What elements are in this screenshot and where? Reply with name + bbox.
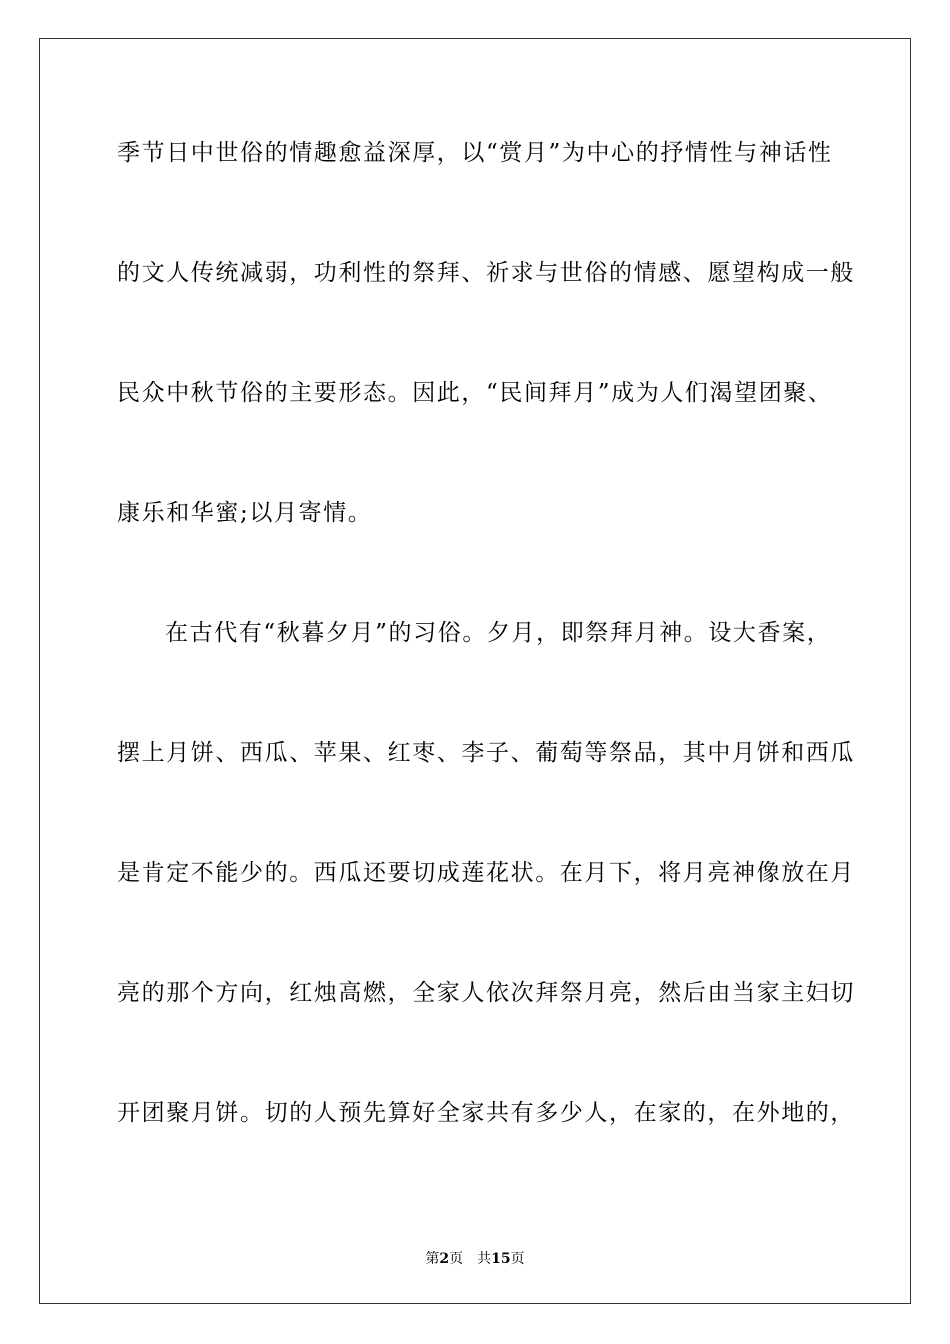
text-line: 季节日中世俗的情趣愈益深厚，以“赏月”为中心的抒情性与神话性 xyxy=(117,140,833,166)
total-pages: 15 xyxy=(491,1251,511,1267)
total-suffix: 页 xyxy=(510,1251,525,1267)
page-suffix: 页 xyxy=(449,1251,464,1267)
text-line: 康乐和华蜜;以月寄情。 xyxy=(117,500,373,526)
page-number: 2 xyxy=(439,1251,450,1267)
paragraph-start-line: 在古代有“秋暮夕月”的习俗。夕月，即祭拜月神。设大香案， xyxy=(165,620,832,646)
text-line: 民众中秋节俗的主要形态。因此，“民间拜月”成为人们渴望团聚、 xyxy=(117,380,833,406)
page-footer xyxy=(0,1248,950,1268)
text-line: 摆上月饼、西瓜、苹果、红枣、李子、葡萄等祭品，其中月饼和西瓜 xyxy=(117,740,855,766)
text-line: 是肯定不能少的。西瓜还要切成莲花状。在月下，将月亮神像放在月 xyxy=(117,860,855,886)
text-line: 开团聚月饼。切的人预先算好全家共有多少人，在家的，在外地的， xyxy=(117,1100,855,1126)
text-line: 的文人传统减弱，功利性的祭拜、祈求与世俗的情感、愿望构成一般 xyxy=(117,260,855,286)
text-line: 亮的那个方向，红烛高燃，全家人依次拜祭月亮，然后由当家主妇切 xyxy=(117,980,855,1006)
total-prefix: 共 xyxy=(477,1251,492,1267)
page-prefix: 第 xyxy=(425,1251,440,1267)
